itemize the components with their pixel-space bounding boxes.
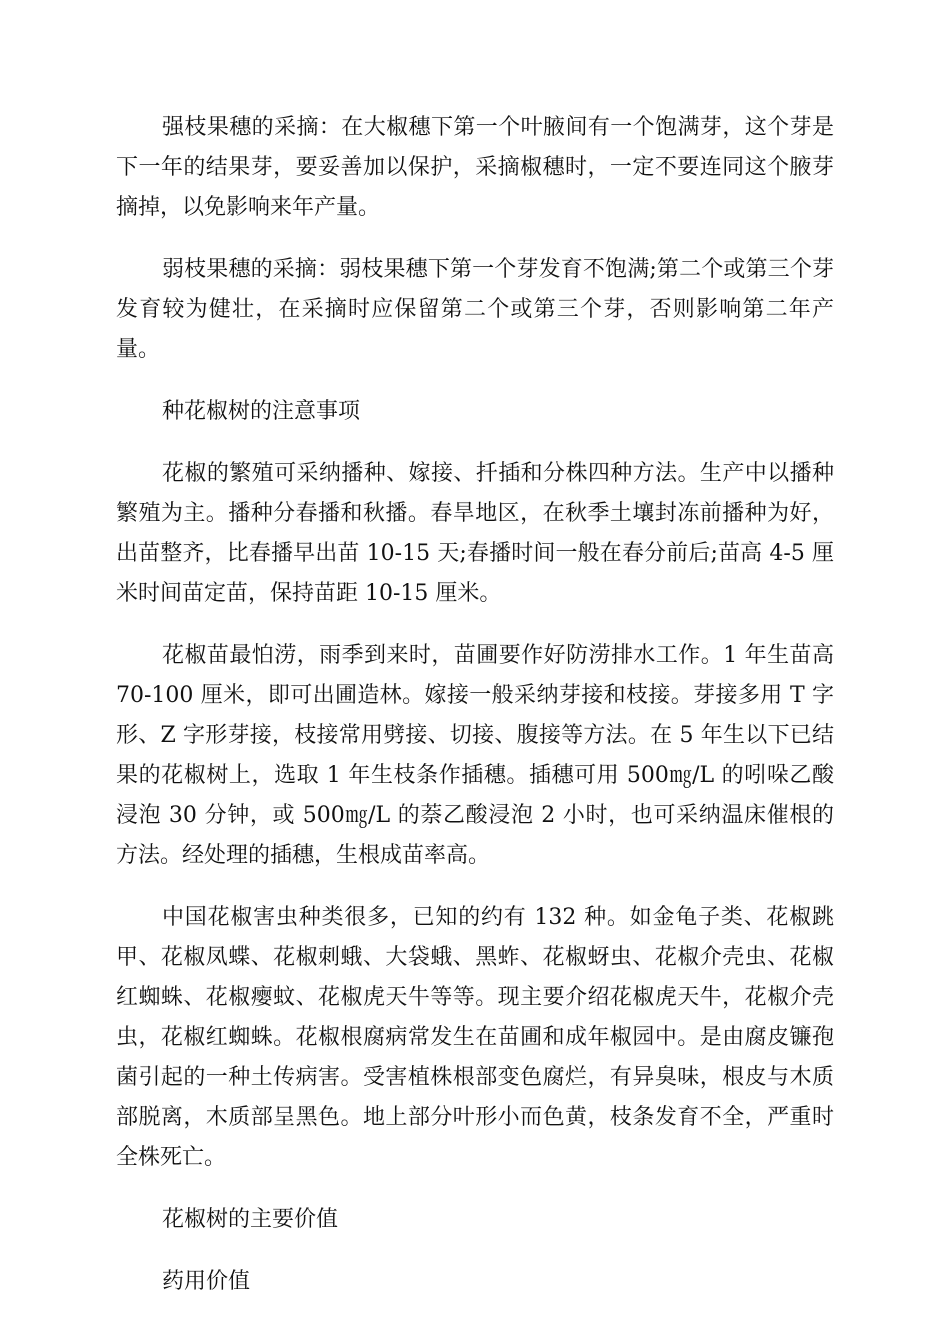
paragraph-propagation-methods: 花椒的繁殖可采纳播种、嫁接、扦插和分株四种方法。生产中以播种繁殖为主。播种分春播和秋播。春旱地区，在秋季土壤封冻前播种为好，出苗整齐，比春播早出苗 10-15 天;春播时间一般在春分前后;苗高 4-5 厘米时间苗定苗，保持苗距 10-15 厘米。 [116, 461, 834, 606]
paragraph-strong-branch-picking: 强枝果穗的采摘：在大椒穗下第一个叶腋间有一个饱满芽，这个芽是下一年的结果芽，要妥善加以保护，采摘椒穗时，一定不要连同这个腋芽摘掉，以免影响来年产量。 [116, 115, 834, 220]
paragraph-seedling-care: 花椒苗最怕涝，雨季到来时，苗圃要作好防涝排水工作。1 年生苗高 70-100 厘米，即可出圃造林。嫁接一般采纳芽接和枝接。芽接多用 T 字形、Z 字形芽接，枝接常用劈接、切接、腹接等方法。在 5 年生以下已结果的花椒树上，选取 1 年生枝条作插穗。插穗可用 500㎎/L 的吲哚乙酸浸泡 30 分钟，或 500㎎/L 的萘乙酸浸泡 2 小时，也可采纳温床催根的方法。经处理的插穗，生根成苗率高。 [116, 643, 834, 868]
paragraph-weak-branch-picking: 弱枝果穗的采摘：弱枝果穗下第一个芽发育不饱满;第二个或第三个芽发育较为健壮，在采摘时应保留第二个或第三个芽，否则影响第二年产量。 [116, 257, 834, 362]
paragraph-pests-and-diseases: 中国花椒害虫种类很多，已知的约有 132 种。如金龟子类、花椒跳甲、花椒凤蝶、花椒刺蛾、大袋蛾、黑蚱、花椒蚜虫、花椒介壳虫、花椒红蜘蛛、花椒瘿蚊、花椒虎天牛等等。现主要介绍花椒虎天牛，花椒介壳虫，花椒红蜘蛛。花椒根腐病常发生在苗圃和成年椒园中。是由腐皮镰孢菌引起的一种土传病害。受害植株根部变色腐烂，有异臭味，根皮与木质部脱离，木质部呈黑色。地上部分叶形小而色黄，枝条发育不全，严重时全株死亡。 [116, 905, 834, 1170]
section-heading-planting-notes: 种花椒树的注意事项 [162, 399, 361, 424]
document-body [116, 108, 834, 1324]
section-heading-main-value: 花椒树的主要价值 [162, 1207, 339, 1232]
section-heading-medicinal-value: 药用价值 [162, 1269, 251, 1294]
